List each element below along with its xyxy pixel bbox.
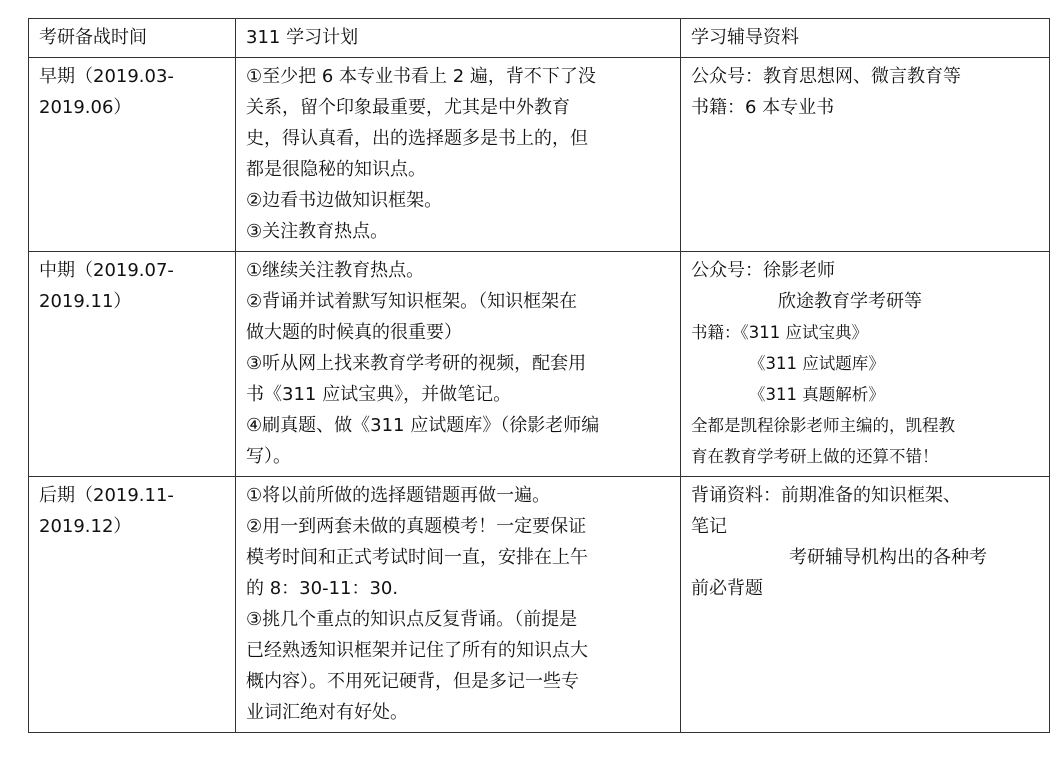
resource-line: 《311 应试题库》: [749, 354, 885, 373]
plan-line: 做大题的时候真的很重要）: [246, 322, 462, 343]
plan-line: ①将以前所做的选择题错题再做一遍。: [246, 485, 551, 506]
resources-cell: [681, 58, 1050, 252]
resource-line: 欣途教育学考研等: [778, 291, 922, 312]
plan-line: ④刷真题、做《311 应试题库》（徐影老师编: [246, 415, 600, 436]
period-line: 中期（2019.07-: [39, 260, 174, 281]
header-plan: 311 学习计划: [236, 19, 681, 58]
resource-line: 背诵资料：前期准备的知识框架、: [691, 485, 961, 506]
plan-cell: [236, 477, 681, 733]
period-cell: [29, 477, 236, 733]
resource-line: 公众号：教育思想网、微言教育等: [691, 66, 961, 87]
plan-line: 史，得认真看，出的选择题多是书上的，但: [246, 128, 588, 149]
plan-line: ③关注教育热点。: [246, 221, 389, 242]
period-line: 2019.11）: [39, 291, 132, 312]
period-line: 2019.06）: [39, 97, 132, 118]
plan-line: 业词汇绝对有好处。: [246, 702, 408, 723]
plan-line: 已经熟透知识框架并记住了所有的知识点大: [246, 640, 588, 661]
period-line: 2019.12）: [39, 516, 132, 537]
resource-line: 《311 真题解析》: [749, 385, 885, 404]
plan-line: ③挑几个重点的知识点反复背诵。（前提是: [246, 609, 578, 630]
plan-line: 的 8：30-11：30.: [246, 578, 399, 599]
plan-line: ②用一到两套未做的真题模考！一定要保证: [246, 516, 587, 537]
header-resources: 学习辅导资料: [681, 19, 1050, 58]
plan-cell: [236, 252, 681, 477]
table-row: [29, 477, 1050, 733]
table-row: [29, 252, 1050, 477]
resource-line: 笔记: [691, 516, 727, 537]
plan-line: ③听从网上找来教育学考研的视频，配套用: [246, 353, 587, 374]
period-line: 后期（2019.11-: [39, 485, 174, 506]
plan-line: 书《311 应试宝典》，并做笔记。: [246, 384, 512, 405]
period-cell: [29, 58, 236, 252]
resource-line: 书籍：6 本专业书: [691, 97, 835, 118]
plan-line: 关系，留个印象最重要，尤其是中外教育: [246, 97, 570, 118]
plan-line: 写）。: [246, 446, 291, 467]
period-cell: [29, 252, 236, 477]
resource-line: 育在教育学考研上做的还算不错！: [691, 447, 939, 466]
plan-line: ①至少把 6 本专业书看上 2 遍，背不下了没: [246, 66, 596, 87]
resource-line: 全都是凯程徐影老师主编的，凯程教: [691, 416, 955, 435]
plan-line: ②边看书边做知识框架。: [246, 190, 443, 211]
plan-line: ①继续关注教育热点。: [246, 260, 425, 281]
resource-line: 公众号：徐影老师: [691, 260, 835, 281]
header-period: 考研备战时间: [29, 19, 236, 58]
plan-cell: [236, 58, 681, 252]
plan-line: 模考时间和正式考试时间一直，安排在上午: [246, 547, 588, 568]
plan-line: 概内容）。不用死记硬背，但是多记一些专: [246, 671, 579, 692]
resource-line: 书籍：《311 应试宝典》: [691, 323, 868, 342]
study-plan-table: [28, 18, 1050, 733]
plan-line: 都是很隐秘的知识点。: [246, 159, 426, 180]
period-line: 早期（2019.03-: [39, 66, 174, 87]
table-row: [29, 58, 1050, 252]
plan-line: ②背诵并试着默写知识框架。（知识框架在: [246, 291, 578, 312]
resource-line: 考研辅导机构出的各种考: [789, 547, 987, 568]
header-row: [29, 19, 1050, 58]
resources-cell: [681, 252, 1050, 477]
resources-cell: [681, 477, 1050, 733]
resource-line: 前必背题: [691, 578, 763, 599]
